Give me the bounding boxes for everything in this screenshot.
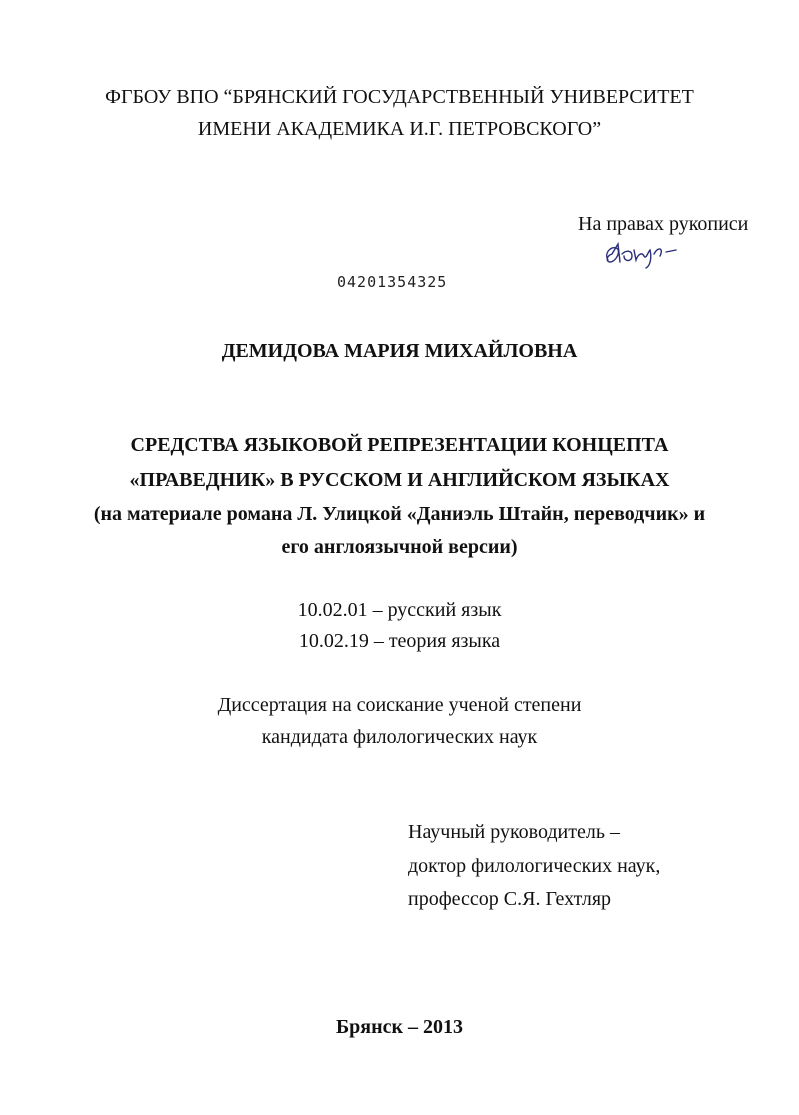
- title-line-2: «ПРАВЕДНИК» В РУССКОМ И АНГЛИЙСКОМ ЯЗЫКАХ: [129, 469, 670, 491]
- supervisor-line-1: Научный руководитель –: [408, 821, 620, 843]
- degree-line-1: Диссертация на соискание ученой степени: [217, 694, 582, 716]
- rights-note: На правах рукописи: [578, 213, 749, 235]
- title-line-1: СРЕДСТВА ЯЗЫКОВОЙ РЕПРЕЗЕНТАЦИИ КОНЦЕПТА: [130, 434, 669, 456]
- degree-line-2: кандидата филологических наук: [261, 726, 538, 748]
- city-year: Брянск – 2013: [335, 1016, 464, 1038]
- title-line-4: его англоязычной версии): [281, 536, 518, 558]
- institution-line-1: ФГБОУ ВПО “БРЯНСКИЙ ГОСУДАРСТВЕННЫЙ УНИВЕРСИТЕТ: [105, 86, 694, 108]
- supervisor-line-3: профессор С.Я. Гехтляр: [408, 888, 612, 910]
- title-line-3: (на материале романа Л. Улицкой «Даниэль Штайн, переводчик» и: [93, 503, 706, 525]
- institution-line-2: ИМЕНИ АКАДЕМИКА И.Г. ПЕТРОВСКОГО”: [197, 118, 602, 140]
- handwritten-signature: [602, 236, 682, 270]
- specialty-1: 10.02.01 – русский язык: [297, 599, 502, 621]
- supervisor-line-2: доктор филологических наук,: [408, 855, 661, 877]
- author-name: ДЕМИДОВА МАРИЯ МИХАЙЛОВНА: [221, 340, 578, 362]
- stamp-number: 04201354325: [337, 273, 448, 291]
- specialty-2: 10.02.19 – теория языка: [298, 630, 501, 652]
